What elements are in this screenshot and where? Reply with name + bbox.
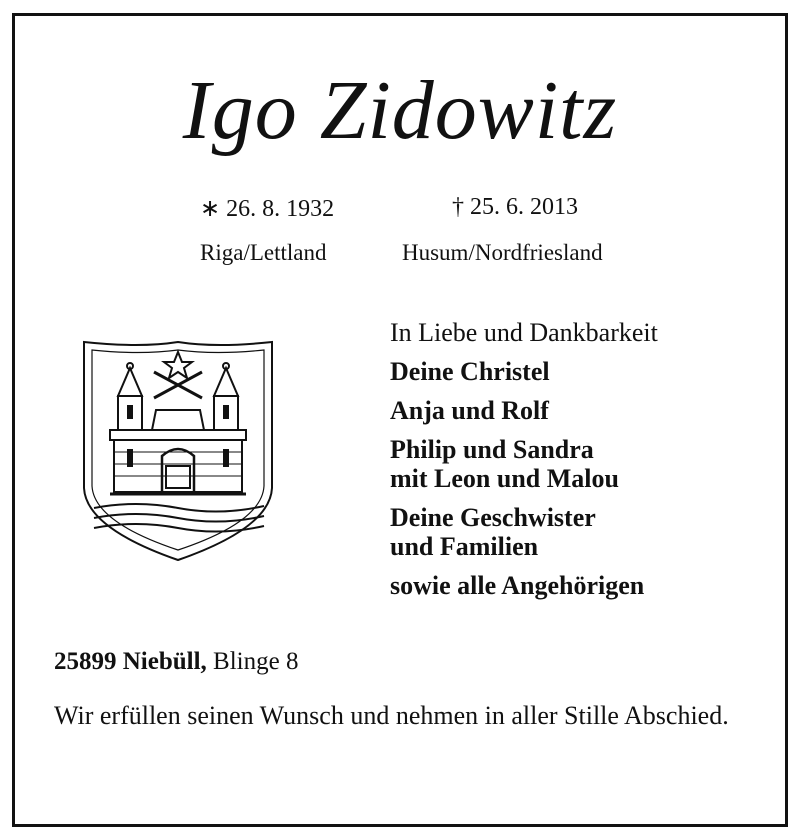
closing-note: Wir erfüllen seinen Wunsch und nehmen in aller Stille Abschied. — [54, 701, 729, 730]
mourner-line: mit Leon und Malou — [390, 464, 619, 493]
death-place: Husum/Nordfriesland — [402, 240, 603, 265]
birth-place: Riga/Lettland — [200, 240, 327, 265]
mourner-entry: Deine Christel — [390, 357, 550, 386]
mourner-entry: sowie alle Angehörigen — [390, 571, 645, 600]
address-street: Blinge 8 — [213, 648, 299, 675]
address — [54, 648, 298, 676]
mourner-entry — [390, 435, 658, 493]
mourner-entry: Anja und Rolf — [390, 396, 549, 425]
mourner-line: Philip und Sandra — [390, 435, 594, 464]
coat-of-arms-icon — [80, 338, 276, 564]
mourners-intro: In Liebe und Dankbarkeit — [390, 318, 658, 347]
mourner-line: Deine Geschwister — [390, 503, 596, 532]
death-date: † 25. 6. 2013 — [452, 194, 578, 220]
deceased-name: Igo Zidowitz — [182, 64, 618, 157]
address-city: 25899 Niebüll, — [54, 648, 207, 675]
mourner-entry — [390, 503, 658, 561]
mourner-line: und Familien — [390, 532, 539, 561]
mourners-list — [390, 318, 658, 610]
birth-date: ∗ 26. 8. 1932 — [200, 196, 335, 222]
